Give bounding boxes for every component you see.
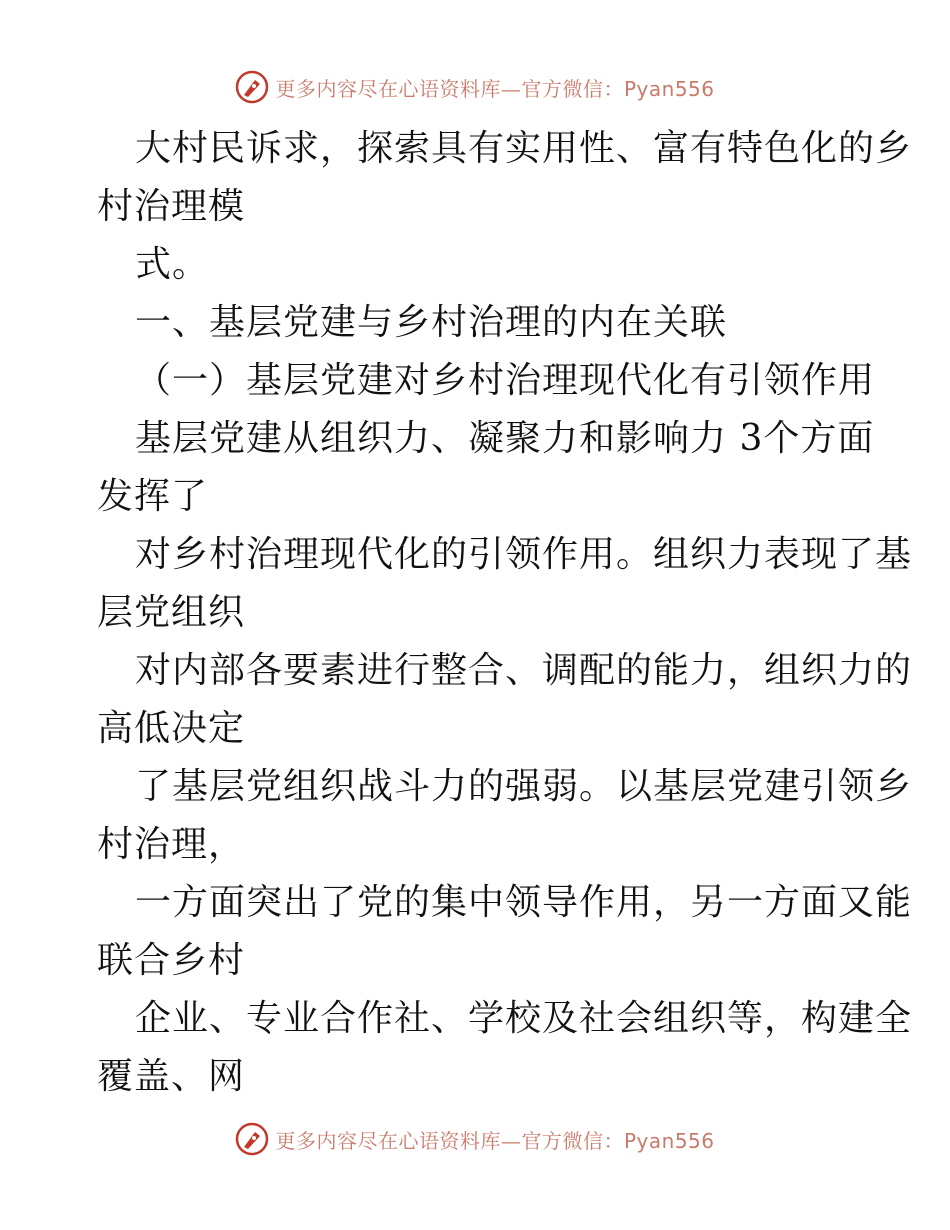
text-line: 式。 (135, 244, 210, 285)
text-line: 发挥了 (97, 476, 209, 517)
text-line: 高低决定 (97, 708, 246, 749)
watermark-text: 更多内容尽在心语资料库—官方微信：Pyan556 (275, 1128, 715, 1153)
text-line: 联合乡村 (97, 940, 246, 981)
text-line: 对内部各要素进行整合、调配的能力，组织力的 (135, 650, 913, 691)
watermark-text: 更多内容尽在心语资料库—官方微信：Pyan556 (275, 76, 715, 101)
text-line: 大村民诉求，探索具有实用性、富有特色化的乡 (135, 128, 913, 169)
text-line: 覆盖、网 (97, 1056, 246, 1097)
text-line: 村治理， (97, 824, 246, 865)
subsection-heading: （一）基层党建对乡村治理现代化有引领作用 (135, 360, 876, 401)
text-line: 村治理模 (97, 186, 246, 227)
footer-watermark (0, 1122, 950, 1156)
text-line: 层党组织 (97, 592, 246, 633)
pen-nib-logo-icon (235, 1122, 269, 1156)
document-body (97, 120, 913, 1106)
text-line: 基层党建从组织力、凝聚力和影响力 3个方面 (135, 418, 875, 459)
header-watermark (0, 70, 950, 104)
section-heading: 一、基层党建与乡村治理的内在关联 (135, 302, 728, 343)
pen-nib-logo-icon (235, 70, 269, 104)
text-line: 一方面突出了党的集中领导作用，另一方面又能 (135, 882, 913, 923)
text-line: 了基层党组织战斗力的强弱。以基层党建引领乡 (135, 766, 913, 807)
text-line: 企业、专业合作社、学校及社会组织等，构建全 (135, 998, 913, 1039)
text-line: 对乡村治理现代化的引领作用。组织力表现了基 (135, 534, 913, 575)
